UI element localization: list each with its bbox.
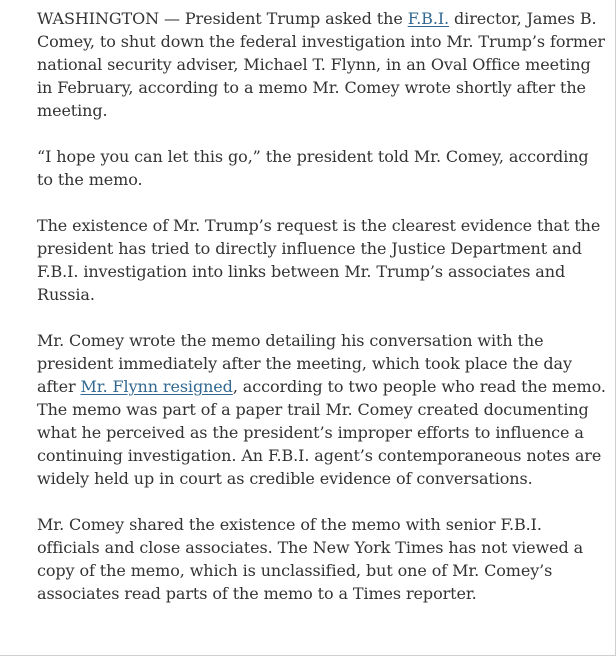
paragraph-1-text-end: director, James B. Comey, to shut down the federal investigation into Mr. Trump’s former national security adviser, Michael T. Flynn, in an Oval Office meeting in February, according to a memo Mr. Comey wrote shortly after the meeting. — [37, 9, 605, 120]
paragraph-4-text-start: Mr. Comey wrote the memo detailing his conversation with the president immediately after the meeting, which took place the day after — [37, 331, 572, 396]
paragraph-3: The existence of Mr. Trump’s request is the clearest evidence that the president has tried to directly influence the Justice Department and F.B.I. investigation into links between Mr. Trump’s associates and Russia. — [37, 216, 601, 304]
paragraph-2: “I hope you can let this go,” the president told Mr. Comey, according to the memo. — [37, 147, 589, 189]
paragraph-4-text-end: , according to two people who read the memo. The memo was part of a paper trail Mr. Comey created documenting what he perceived as the president’s improper efforts to influence a continuing investigation. An F.B.I. agent’s contemporaneous notes are widely held up in court as credible evidence of conversations. — [37, 377, 606, 488]
paragraph-1 — [37, 7, 609, 122]
paragraph-4 — [37, 329, 609, 490]
article-body — [37, 7, 609, 628]
flynn-resigned-link[interactable]: Mr. Flynn resigned — [80, 377, 233, 396]
paragraph-1-text-start: WASHINGTON — President Trump asked the — [37, 9, 408, 28]
fbi-link[interactable]: F.B.I. — [407, 9, 450, 28]
paragraph-5: Mr. Comey shared the existence of the memo with senior F.B.I. officials and close associates. The New York Times has not viewed a copy of the memo, which is unclassified, but one of Mr. Comey’s associates read parts of the memo to a Times reporter. — [37, 515, 584, 603]
